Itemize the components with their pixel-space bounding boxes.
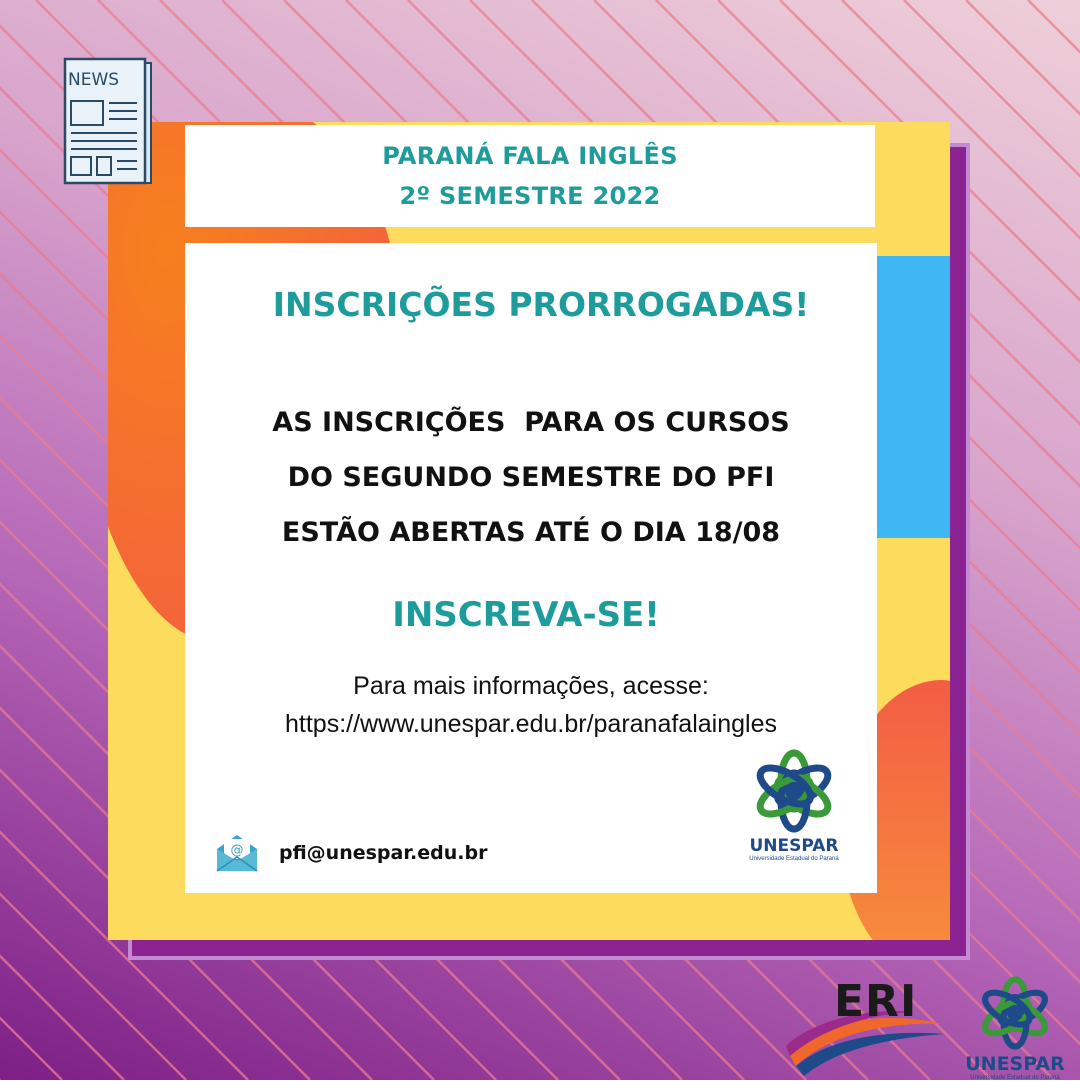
info-url-link[interactable]: https://www.unespar.edu.br/paranafalaingles (285, 710, 777, 738)
eri-logo-text: ERI (834, 976, 918, 1027)
semester-title: 2º SEMESTRE 2022 (399, 182, 661, 210)
news-label: NEWS (68, 70, 120, 90)
email-contact (215, 833, 487, 873)
svg-text:@: @ (230, 843, 244, 858)
unespar-footer-logo (960, 975, 1070, 1081)
unespar-logo (739, 748, 849, 862)
background-stripe-line (966, 0, 1080, 1080)
unespar-logo-name: UNESPAR (749, 836, 839, 856)
call-to-action: INSCREVA-SE! (392, 595, 660, 635)
announcement-body (185, 395, 877, 560)
program-title: PARANÁ FALA INGLÊS (382, 142, 678, 170)
body-line-2: DO SEGUNDO SEMESTRE DO PFI (287, 462, 775, 493)
email-link[interactable]: pfi@unespar.edu.br (279, 842, 488, 864)
unespar-logo-subtitle: Universidade Estadual do Paraná (749, 856, 839, 862)
unespar-emblem-icon (751, 748, 837, 834)
body-line-3: ESTÃO ABERTAS ATÉ O DIA 18/08 (281, 517, 781, 548)
headline: INSCRIÇÕES PRORROGADAS! (272, 285, 810, 324)
title-banner (185, 125, 875, 227)
eri-logo (782, 976, 952, 1080)
blue-strip-decoration (876, 256, 950, 538)
info-text: Para mais informações, acesse: (353, 672, 709, 700)
background-stripe-line (0, 0, 62, 1080)
unespar-footer-logo-name: UNESPAR (965, 1053, 1065, 1075)
envelope-at-icon (215, 833, 259, 873)
more-info (185, 667, 877, 743)
newspaper-icon (63, 57, 153, 189)
announcement-panel (185, 243, 877, 893)
body-line-1: AS INSCRIÇÕES PARA OS CURSOS (272, 407, 790, 438)
unespar-emblem-icon (975, 975, 1055, 1051)
unespar-footer-logo-subtitle: Universidade Estadual do Paraná (970, 1075, 1060, 1081)
